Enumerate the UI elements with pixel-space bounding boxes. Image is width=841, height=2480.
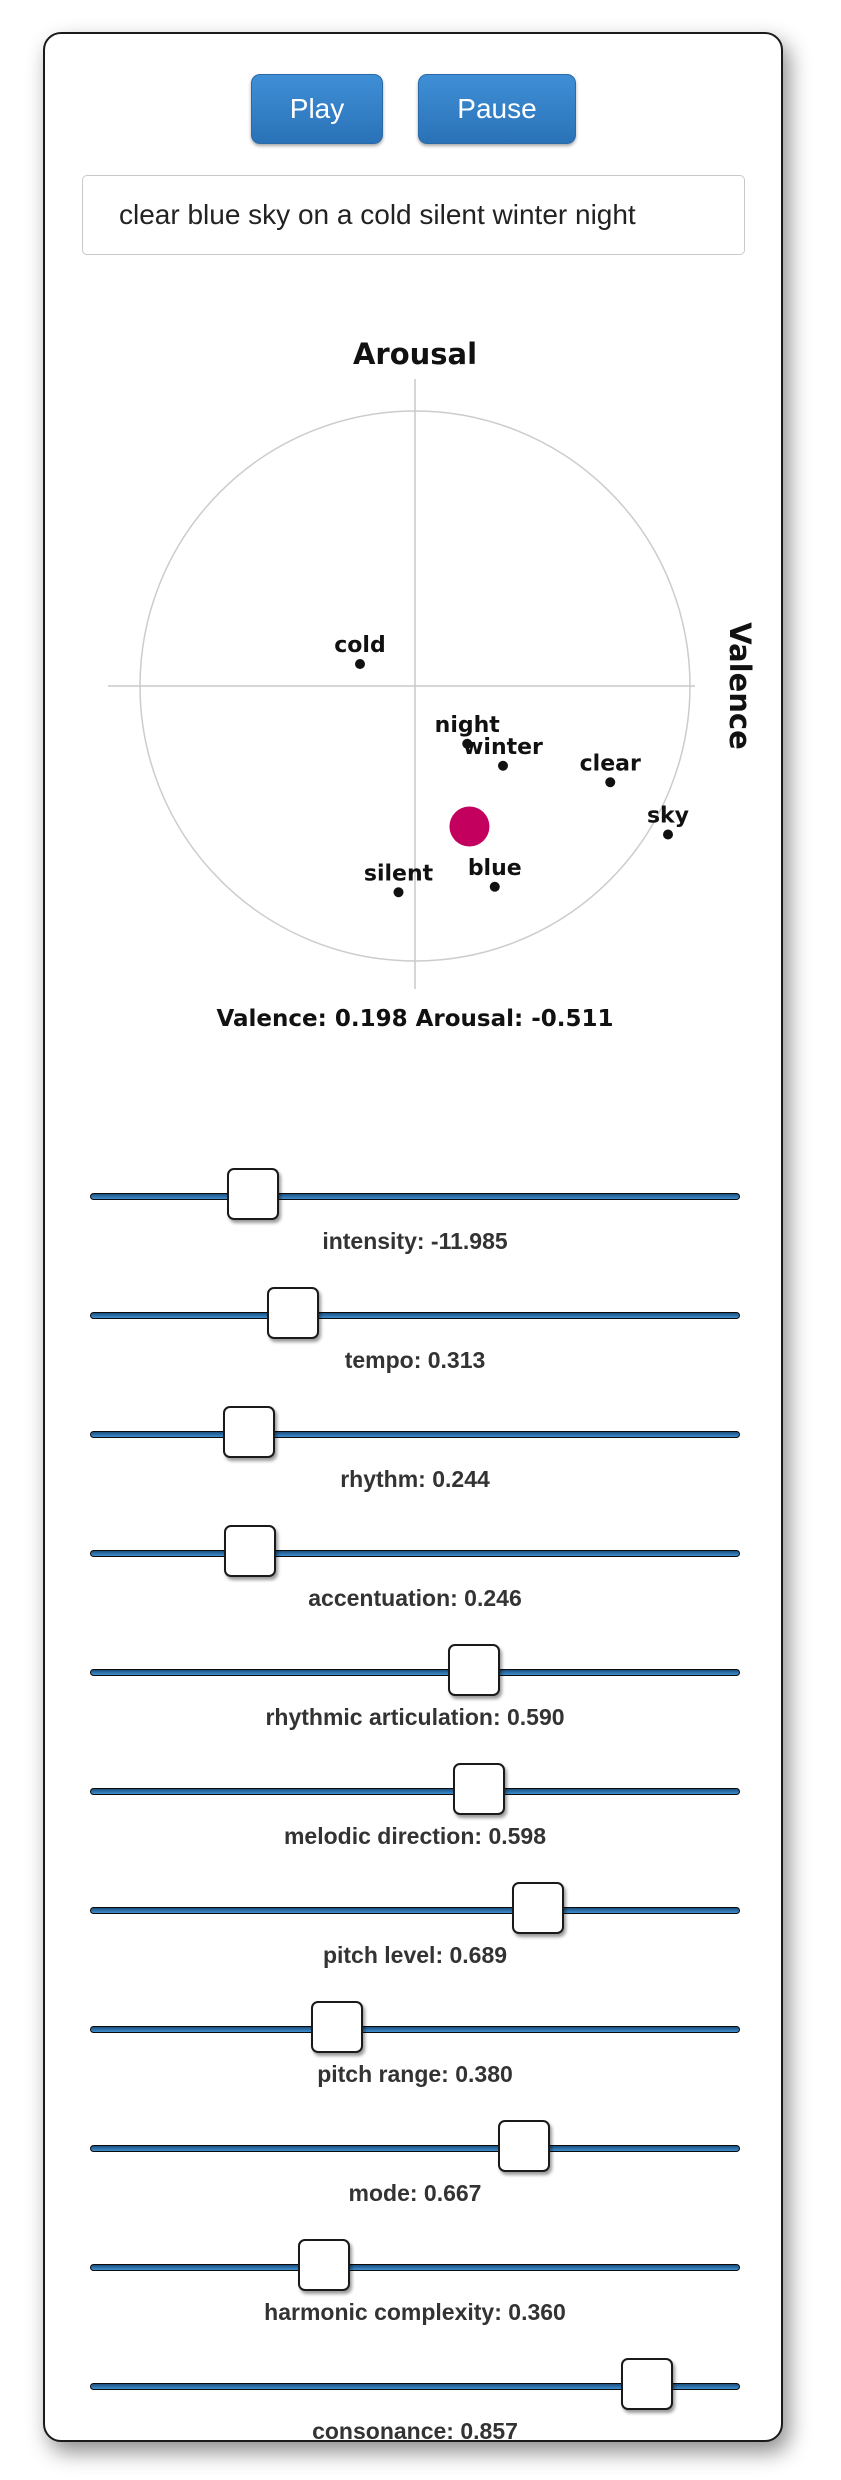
slider-melodic-direction (45, 1763, 785, 1863)
slider-label: melodic direction: 0.598 (283, 1823, 547, 1849)
slider-track[interactable] (90, 2026, 740, 2033)
word-points (334, 633, 689, 897)
slider-label: rhythmic articulation: 0.590 (265, 1704, 565, 1730)
slider-track[interactable] (90, 1669, 740, 1676)
slider-label: consonance: 0.857 (312, 2418, 518, 2444)
slider-label: harmonic complexity: 0.360 (264, 2299, 566, 2325)
valence-axis-label: Valence (723, 622, 757, 750)
slider-tempo (45, 1287, 785, 1387)
slider-thumb[interactable] (621, 2358, 673, 2410)
word-point-sky (663, 830, 673, 840)
control-panel (43, 32, 783, 2442)
slider-thumb[interactable] (298, 2239, 350, 2291)
slider-consonance (45, 2358, 785, 2458)
slider-thumb[interactable] (223, 1406, 275, 1458)
valence-arousal-readout: Valence: 0.198 Arousal: -0.511 (216, 1006, 614, 1032)
arousal-axis-label: Arousal (352, 337, 478, 371)
pause-button[interactable]: Pause (418, 74, 576, 144)
slider-label: intensity: -11.985 (322, 1228, 508, 1254)
word-label-winter: winter (463, 734, 543, 760)
word-point-clear (605, 777, 615, 787)
slider-track[interactable] (90, 1193, 740, 1200)
word-label-night: night (434, 712, 500, 738)
slider-label: rhythm: 0.244 (340, 1466, 490, 1492)
slider-track[interactable] (90, 2264, 740, 2271)
word-label-cold: cold (334, 633, 386, 658)
slider-thumb[interactable] (512, 1882, 564, 1934)
slider-label: accentuation: 0.246 (308, 1585, 522, 1611)
slider-thumb[interactable] (311, 2001, 363, 2053)
slider-rhythmic-articulation (45, 1644, 785, 1744)
slider-harmonic-complexity (45, 2239, 785, 2339)
slider-track[interactable] (90, 2145, 740, 2152)
slider-pitch-level (45, 1882, 785, 1982)
word-point-silent (394, 887, 404, 897)
slider-label: tempo: 0.313 (344, 1347, 486, 1373)
slider-thumb[interactable] (224, 1525, 276, 1577)
slider-thumb[interactable] (498, 2120, 550, 2172)
slider-pitch-range (45, 2001, 785, 2101)
word-label-clear: clear (579, 751, 641, 777)
slider-thumb[interactable] (267, 1287, 319, 1339)
slider-thumb[interactable] (448, 1644, 500, 1696)
word-point-cold (355, 659, 365, 669)
word-point-winter (498, 761, 508, 771)
slider-track[interactable] (90, 1788, 740, 1795)
slider-thumb[interactable] (453, 1763, 505, 1815)
slider-track[interactable] (90, 1312, 740, 1319)
word-label-silent: silent (363, 861, 434, 887)
play-button[interactable]: Play (251, 74, 383, 144)
current-emotion-point[interactable] (449, 807, 489, 847)
slider-track[interactable] (90, 1907, 740, 1914)
word-label-sky: sky (646, 803, 690, 829)
slider-label: pitch range: 0.380 (317, 2061, 513, 2087)
slider-thumb[interactable] (227, 1168, 279, 1220)
slider-label: pitch level: 0.689 (322, 1942, 508, 1968)
word-point-blue (490, 882, 500, 892)
word-label-blue: blue (467, 855, 522, 881)
slider-track[interactable] (90, 1550, 740, 1557)
slider-track[interactable] (90, 1431, 740, 1438)
valence-arousal-map[interactable] (45, 34, 785, 1034)
slider-accentuation (45, 1525, 785, 1625)
slider-rhythm (45, 1406, 785, 1506)
slider-label: mode: 0.667 (348, 2180, 482, 2206)
slider-mode (45, 2120, 785, 2220)
slider-intensity (45, 1168, 785, 1268)
